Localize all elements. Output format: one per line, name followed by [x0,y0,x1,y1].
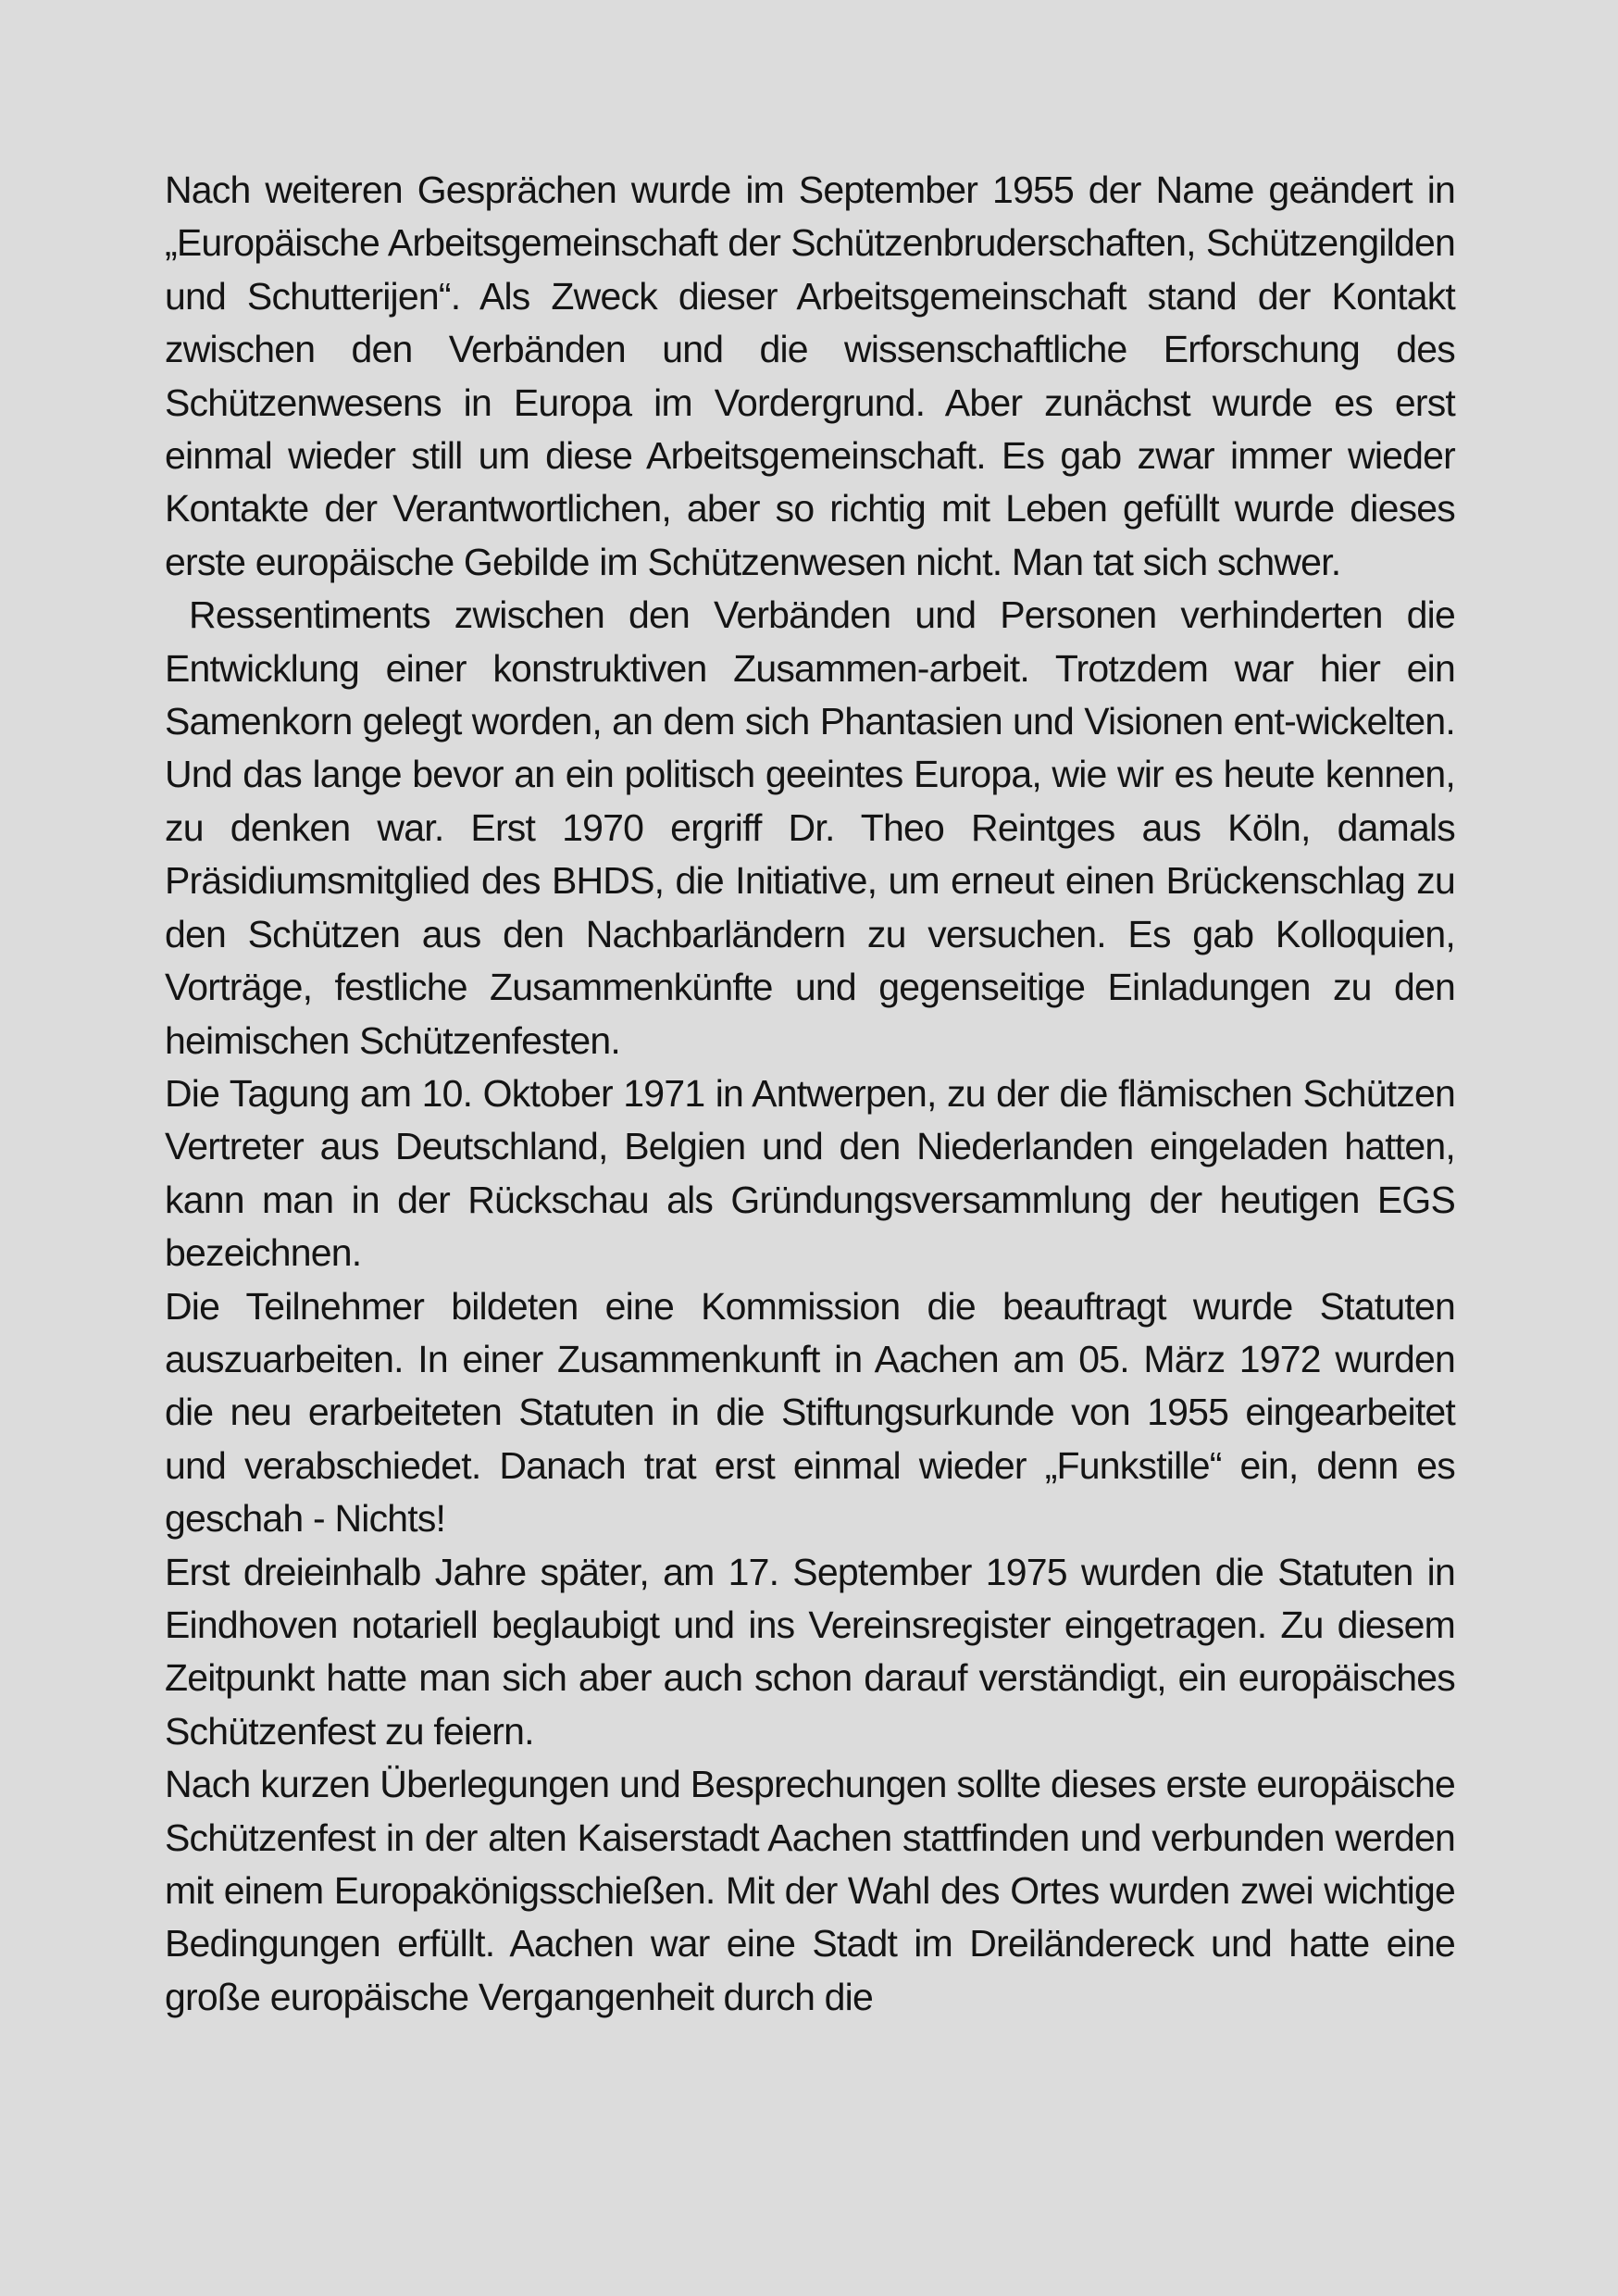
paragraph-2 [165,589,1455,1067]
paragraph-4: Die Teilnehmer bildeten eine Kommission die beauftragt wurde Statuten auszuarbeiten. In einer Zusammenkunft in Aachen am 05. März 1972 wurden die neu erarbeiteten Statuten in die Stiftungsurkunde von 1955 eingearbeitet und verabschiedet. Danach trat erst einmal wieder „Funkstille“ ein, denn es geschah - Nichts! [165,1284,1455,1541]
paragraph-indent [165,593,189,636]
paragraph-2-text: Ressentiments zwischen den Verbänden und Personen verhinderten die Entwicklung einer konstruktiven Zusammen-arbeit. Trotzdem war hier ein Samenkorn gelegt worden, an dem sich Phantasien und Visionen ent-wickelten. Und das lange bevor an ein politisch geeintes Europa, wie wir es heute kennen, zu denken war. Erst 1970 ergriff Dr. Theo Reintges aus Köln, damals Präsidiumsmitglied des BHDS, die Initiative, um erneut einen Brückenschlag zu den Schützen aus den Nachbarländern zu versuchen. Es gab Kolloquien, Vorträge, festliche Zusammenkünfte und gegenseitige Einladungen zu den heimischen Schützenfesten. [165,593,1455,1062]
paragraph-1: Nach weiteren Gesprächen wurde im September 1955 der Name geändert in „Europäische Arbeitsgemeinschaft der Schützenbruderschaften, Schützengilden und Schutterijen“. Als Zweck dieser Arbeitsgemeinschaft stand der Kontakt zwischen den Verbänden und die wissenschaftliche Erforschung des Schützenwesens in Europa im Vordergrund. Aber zunächst wurde es erst einmal wieder still um diese Arbeitsgemeinschaft. Es gab zwar immer wieder Kontakte der Verantwortlichen, aber so richtig mit Leben gefüllt wurde dieses erste europäische Gebilde im Schützenwesen nicht. Man tat sich schwer. [165,168,1455,583]
paragraph-6: Nach kurzen Überlegungen und Besprechungen sollte dieses erste europäische Schützenfest in der alten Kaiserstadt Aachen stattfinden und verbunden werden mit einem Europakönigsschießen. Mit der Wahl des Ortes wurden zwei wichtige Bedingungen erfüllt. Aachen war eine Stadt im Dreiländereck und hatte eine große europäische Vergangenheit durch die [165,1763,1455,2018]
document-body [165,164,1455,2024]
paragraph-5: Erst dreieinhalb Jahre später, am 17. September 1975 wurden die Statuten in Eindhoven notariell beglaubigt und ins Vereinsregister eingetragen. Zu diesem Zeitpunkt hatte man sich aber auch schon darauf verständigt, ein europäisches Schützenfest zu feiern. [165,1550,1455,1753]
paragraph-3: Die Tagung am 10. Oktober 1971 in Antwerpen, zu der die flämischen Schützen Vertreter aus Deutschland, Belgien und den Niederlanden eingeladen hatten, kann man in der Rückschau als Gründungsversammlung der heutigen EGS bezeichnen. [165,1071,1455,1275]
